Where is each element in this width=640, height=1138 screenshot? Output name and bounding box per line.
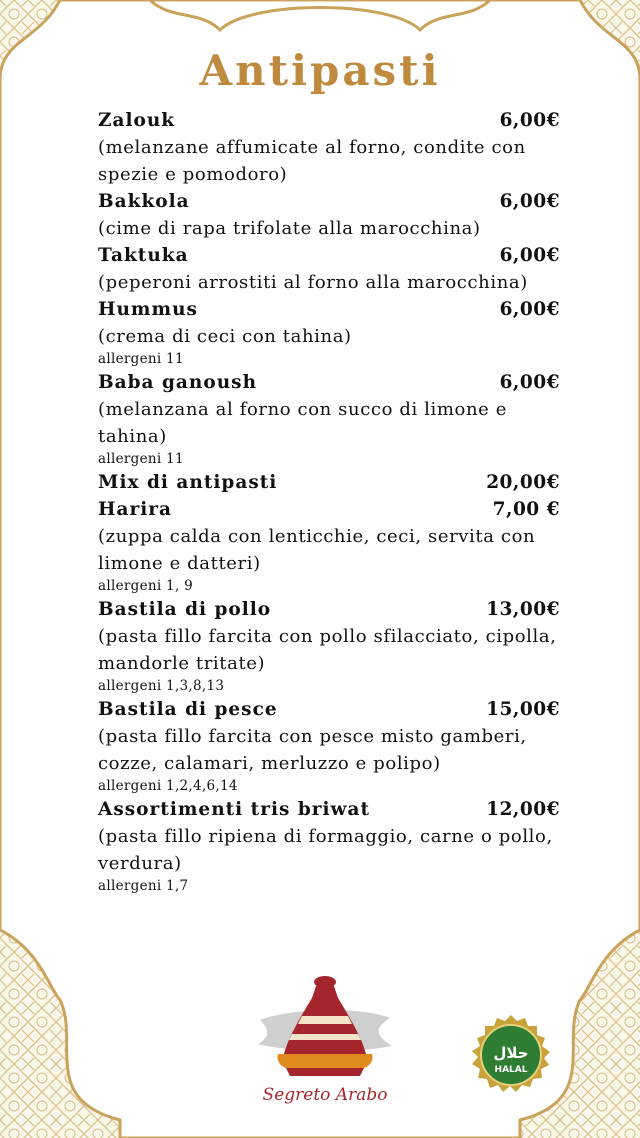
menu-item-header: [98, 796, 560, 823]
halal-badge-icon: [470, 1014, 552, 1096]
dish-name: Baba ganoush: [98, 372, 258, 393]
menu-item: [98, 188, 560, 242]
dish-description: (pasta fillo farcita con pesce misto gamberi, cozze, calamari, merluzzo e polipo): [98, 726, 527, 774]
dish-price: 6,00€: [499, 245, 560, 266]
menu-item-header: [98, 469, 560, 496]
dish-allergens: allergeni 11: [98, 451, 184, 467]
dish-price: 6,00€: [499, 191, 560, 212]
menu-item-header: [98, 369, 560, 396]
dish-allergens: allergeni 1,7: [98, 878, 189, 894]
menu-item-header: [98, 696, 560, 723]
dish-allergens: allergeni 1, 9: [98, 578, 194, 594]
dish-description: (zuppa calda con lenticchie, ceci, servita con limone e datteri): [98, 526, 536, 574]
dish-description: (pasta fillo ripiena di formaggio, carne o pollo, verdura): [98, 826, 553, 874]
dish-name: Zalouk: [98, 110, 176, 131]
dish-description: (crema di ceci con tahina): [98, 326, 352, 347]
menu-item-header: [98, 496, 560, 523]
dish-price: 6,00€: [499, 110, 560, 131]
menu-list: [98, 107, 560, 896]
dish-name: Assortimenti tris briwat: [98, 799, 370, 820]
menu-item: [98, 796, 560, 896]
dish-name: Bastila di pesce: [98, 699, 278, 720]
menu-item: [98, 369, 560, 469]
halal-arabic-text: حلال: [493, 1044, 529, 1062]
dish-name: Harira: [98, 499, 172, 520]
menu-item-header: [98, 188, 560, 215]
menu-item: [98, 596, 560, 696]
dish-name: Bastila di pollo: [98, 599, 272, 620]
menu-item-header: [98, 242, 560, 269]
menu-item: [98, 107, 560, 188]
menu-item-header: [98, 107, 560, 134]
menu-item: [98, 296, 560, 369]
dish-description: (pasta fillo farcita con pollo sfilacciato, cipolla, mandorle tritate): [98, 626, 557, 674]
dish-allergens: allergeni 11: [98, 351, 184, 367]
dish-price: 7,00 €: [492, 499, 560, 520]
dish-description: (melanzana al forno con succo di limone e tahina): [98, 399, 507, 447]
dish-description: (peperoni arrostiti al forno alla marocchina): [98, 272, 528, 293]
dish-price: 13,00€: [486, 599, 560, 620]
logo-text: Segreto Arabo: [262, 1085, 388, 1105]
dish-price: 20,00€: [486, 472, 560, 493]
dish-description: (melanzane affumicate al forno, condite con spezie e pomodoro): [98, 137, 526, 185]
menu-item: [98, 496, 560, 596]
dish-description: (cime di rapa trifolate alla marocchina): [98, 218, 481, 239]
dish-price: 15,00€: [486, 699, 560, 720]
halal-label-text: HALAL: [494, 1065, 528, 1075]
tagine-logo-icon: [250, 968, 400, 1118]
dish-price: 6,00€: [499, 372, 560, 393]
dish-name: Taktuka: [98, 245, 189, 266]
menu-item: [98, 469, 560, 496]
dish-price: 6,00€: [499, 299, 560, 320]
dish-name: Mix di antipasti: [98, 472, 278, 493]
menu-item-header: [98, 596, 560, 623]
page-title: Antipasti: [199, 46, 441, 95]
dish-allergens: allergeni 1,2,4,6,14: [98, 778, 238, 794]
dish-name: Bakkola: [98, 191, 190, 212]
dish-name: Hummus: [98, 299, 198, 320]
menu-item-header: [98, 296, 560, 323]
dish-price: 12,00€: [486, 799, 560, 820]
menu-item: [98, 696, 560, 796]
dish-allergens: allergeni 1,3,8,13: [98, 678, 225, 694]
menu-item: [98, 242, 560, 296]
